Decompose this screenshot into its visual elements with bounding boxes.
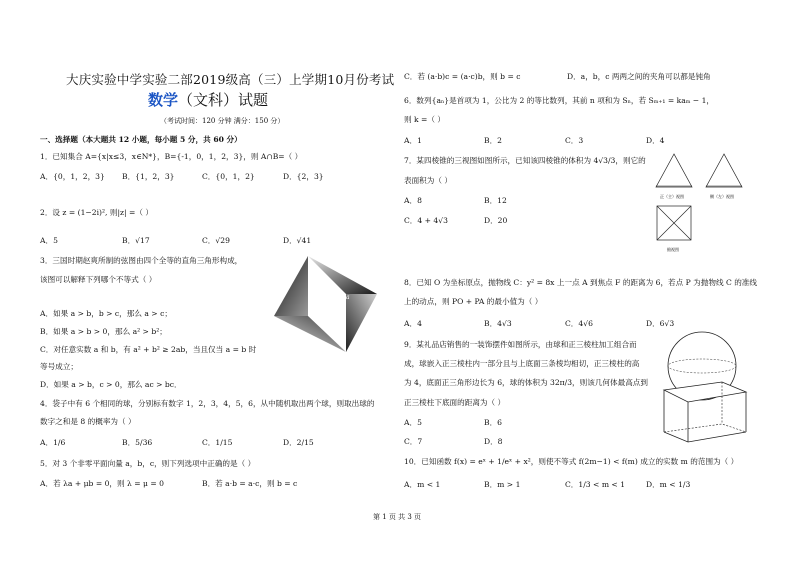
triangle-3 — [274, 316, 346, 352]
q1-option-a: A．{0，1，2，3} — [40, 172, 105, 181]
q4-stem-line1: 4．袋子中有 6 个相同的球，分别标有数字 1，2，3，4，5，6，从中随机取出两个球，则取出球的 — [40, 399, 375, 408]
q10-option-b: B．m > 1 — [484, 480, 521, 489]
front-view — [656, 154, 692, 187]
q10-option-c: C．1/3 < m < 1 — [565, 480, 626, 489]
q7-option-a: A．8 — [404, 196, 422, 205]
q5-stem: 5．对 3 个非零平面向量 a，b，c，则下列选项中正确的是（ ） — [40, 459, 256, 468]
front-view-label: 正（主）视图 — [660, 194, 684, 199]
q4-option-b: B．5/36 — [122, 438, 153, 447]
triangle-1 — [308, 256, 377, 294]
q3-stem-line2: 该图可以解释下列哪个不等式（ ） — [40, 275, 157, 284]
q3-option-c-line1: C．对任意实数 a 和 b，有 a² + b² ≥ 2ab，当且仅当 a = b 时 — [40, 345, 257, 354]
q7-stem-line1: 7．某四棱锥的三视图如图所示，已知该四棱锥的体积为 4√3/3，则它的 — [404, 156, 646, 165]
q5-option-a: A．若 λa + μb = 0，则 λ = μ = 0 — [40, 479, 164, 488]
q6-option-b: B．2 — [484, 136, 503, 145]
q6-stem-line1: 6．数列{aₙ}是首项为 1，公比为 2 的等比数列，其前 n 项和为 Sₙ，若 Sₘ₊₁ = kaₘ − 1， — [404, 96, 714, 105]
q9-option-d: D．8 — [484, 437, 503, 446]
q10-stem: 10．已知函数 f(x) = eˣ + 1/eˣ + x²，则使不等式 f(2m−1) < f(m) 成立的实数 m 的范围为（ ） — [404, 457, 739, 466]
label-b: b — [334, 308, 338, 315]
q8-option-b: B．4√3 — [484, 319, 512, 328]
q6-option-c: C．3 — [565, 136, 584, 145]
exam-title: 大庆实验中学实验二部2019级高（三）上学期10月份考试 — [66, 72, 395, 87]
q3-option-d: D．如果 a > b，c > 0，那么 ac > bc． — [40, 380, 182, 389]
q4-option-a: A．1/6 — [40, 438, 66, 447]
q9-stem-line3: 为 4，底面正三角形边长为 6，球的体积为 32π/3，则该几何体最高点到 — [404, 378, 648, 387]
page-footer: 第 1 页 共 3 页 — [372, 513, 422, 521]
q5-option-b: B．若 a·b = a·c，则 b = c — [202, 479, 298, 488]
q7-option-d: D．20 — [484, 216, 508, 225]
q2-option-d: D．√41 — [283, 236, 312, 245]
zhao-shuang-diagram — [268, 256, 383, 354]
sphere-prism-figure — [660, 330, 752, 445]
side-view — [706, 154, 742, 187]
inner-square — [308, 294, 346, 316]
q8-option-c: C．4√6 — [565, 319, 593, 328]
q9-option-c: C．7 — [404, 437, 423, 446]
q1-option-b: B．{1，2，3} — [122, 172, 175, 181]
q3-option-c-line2: 等号成立； — [40, 362, 78, 371]
q8-option-a: A．4 — [404, 319, 422, 328]
q7-option-c: C．4 + 4√3 — [404, 216, 448, 225]
q3-option-a: A．如果 a > b，b > c，那么 a > c； — [40, 309, 172, 318]
q2-stem: 2．设 z = (1−2i)², 则|z| =（ ） — [40, 208, 153, 217]
q8-stem-line1: 8．已知 O 为坐标原点，抛物线 C：y² = 8x 上一点 A 到焦点 F 的距离为 6，若点 P 为抛物线 C 的准线 — [404, 278, 757, 287]
q10-option-a: A．m < 1 — [404, 480, 441, 489]
q6-option-a: A．1 — [404, 136, 422, 145]
top-view-label: 俯视图 — [667, 247, 679, 252]
q8-option-d: D．6√3 — [646, 319, 675, 328]
q9-stem-line1: 9．某礼品店销售的一装饰摆件如图所示，由球和正三棱柱加工组合而 — [404, 340, 637, 349]
q5-option-c: C．若 (a·b)c = (a·c)b，则 b = c — [404, 72, 521, 81]
q2-option-c: C．√29 — [202, 236, 230, 245]
q1-stem: 1．已知集合 A={x|x≤3，x∈N*}，B={-1，0，1，2，3}，则 A∩B=（ ） — [40, 152, 303, 161]
q5-option-d: D．a，b，c 两两之间的夹角可以都是钝角 — [567, 72, 711, 81]
q3-option-b: B．如果 a > b > 0，那么 a² > b²； — [40, 327, 167, 336]
q9-stem-line2: 成，球嵌入正三棱柱内一部分且与上底面三条棱均相切，正三棱柱的高 — [404, 359, 640, 368]
exam-info: （考试时间：120 分钟 满分：150 分） — [160, 117, 285, 125]
q2-option-b: B．√17 — [122, 236, 150, 245]
q3-stem-line1: 3．三国时期赵爽所制的弦图由四个全等的直角三角形构成， — [40, 256, 243, 265]
q4-option-c: C．1/15 — [202, 438, 233, 447]
section-heading: 一、选择题（本大题共 12 小题，每小题 5 分，共 60 分） — [40, 135, 242, 144]
subject-suffix: （文科）试题 — [178, 91, 269, 109]
q9-option-b: B．6 — [484, 418, 503, 427]
q7-stem-line2: 表面积为（ ） — [404, 176, 452, 185]
side-view-label: 侧（左）视图 — [710, 194, 734, 199]
triangle-2 — [346, 294, 377, 352]
q1-option-c: C．{0，1，2} — [202, 172, 255, 181]
triangle-4 — [274, 256, 308, 316]
label-a: a — [346, 294, 350, 301]
q7-option-b: B．12 — [484, 196, 507, 205]
q4-stem-line2: 数字之和是 8 的概率为（ ） — [40, 417, 136, 426]
q1-option-d: D．{2，3} — [283, 172, 324, 181]
q6-stem-line2: 则 k =（ ） — [404, 115, 445, 124]
q9-option-a: A．5 — [404, 418, 422, 427]
q9-stem-line4: 正三棱柱下底面的距离为（ ） — [404, 398, 506, 407]
q2-option-a: A．5 — [40, 236, 58, 245]
q6-option-d: D．4 — [646, 136, 665, 145]
q8-stem-line2: 上的动点，则 PO + PA 的最小值为（ ） — [404, 297, 543, 306]
subject-name: 数学 — [148, 91, 179, 109]
prism-top — [664, 382, 746, 402]
subject-title — [148, 89, 268, 110]
q4-option-d: D．2/15 — [283, 438, 314, 447]
q10-option-d: D．m < 1/3 — [646, 480, 691, 489]
three-view-figure — [654, 152, 746, 260]
